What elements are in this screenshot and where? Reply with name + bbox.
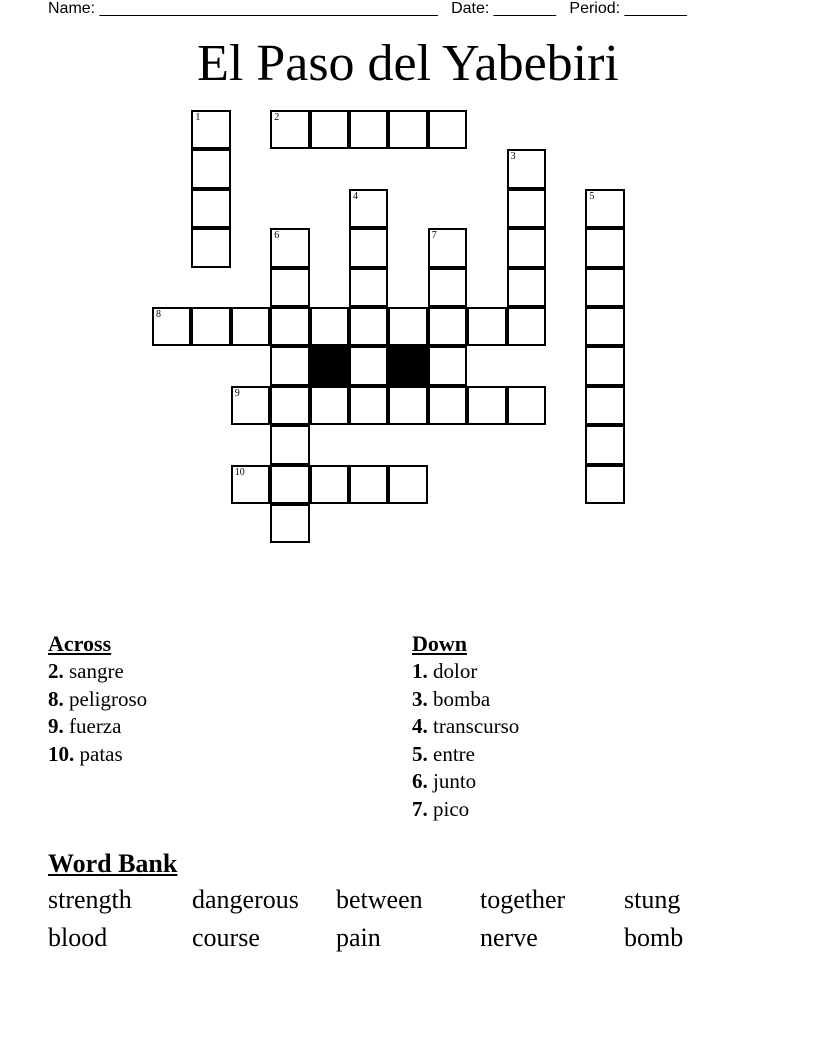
crossword-square[interactable] [270,386,309,425]
clue-number: 9 [234,387,240,399]
crossword-square[interactable] [388,110,427,149]
crossword-square[interactable] [585,189,624,228]
across-clue: 9. fuerza [48,714,122,738]
crossword-square[interactable] [388,465,427,504]
crossword-square[interactable] [428,268,467,307]
date-label: Date: [451,0,490,17]
crossword-square[interactable] [191,149,230,188]
word-bank-title: Word Bank [48,849,178,878]
crossword-square[interactable] [585,465,624,504]
clue-number: 4 [353,190,358,202]
word-bank-word: pain [336,923,381,952]
crossword-square[interactable] [191,228,230,267]
crossword-square[interactable] [349,307,388,346]
word-bank-word: dangerous [192,885,299,914]
crossword-square[interactable] [191,189,230,228]
crossword-square[interactable] [507,268,546,307]
crossword-square[interactable] [349,465,388,504]
crossword-square[interactable] [428,228,467,267]
across-clue: 2. sangre [48,659,124,683]
word-bank-word: stung [624,885,681,914]
word-bank-word: strength [48,885,132,914]
crossword-square[interactable] [428,386,467,425]
crossword-square[interactable] [428,307,467,346]
clue-number: 7 [431,230,437,242]
crossword-square[interactable] [270,465,309,504]
crossword-square[interactable] [349,386,388,425]
crossword-square[interactable] [507,307,546,346]
word-bank-word: bomb [624,923,684,952]
crossword-square[interactable] [191,307,230,346]
down-clues [412,630,519,823]
crossword-square[interactable] [585,307,624,346]
crossword-square[interactable] [310,307,349,346]
crossword-square[interactable] [507,386,546,425]
crossword-square[interactable] [270,228,309,267]
crossword-square[interactable] [231,386,270,425]
crossword-square[interactable] [585,228,624,267]
crossword-square[interactable] [585,425,624,464]
crossword-square[interactable] [231,307,270,346]
crossword-square[interactable] [152,307,191,346]
crossword-square[interactable] [270,346,309,385]
crossword-square[interactable] [310,110,349,149]
crossword-square[interactable] [507,149,546,188]
crossword-square[interactable] [585,268,624,307]
word-bank-word: together [480,885,566,914]
word-bank-word: between [336,885,423,914]
crossword-square[interactable] [231,465,270,504]
blocked-square [388,346,427,385]
clue-number: 2 [274,112,280,123]
clue-number: 1 [195,112,201,123]
down-clue: 3. bomba [412,686,491,711]
word-bank-word: blood [48,923,108,952]
across-clues [48,630,147,768]
word-bank-word: nerve [480,923,538,952]
crossword-square[interactable] [270,110,309,149]
down-clue: 6. junto [412,769,477,793]
crossword-square[interactable] [270,504,309,543]
period-label: Period: [569,0,621,17]
crossword-square[interactable] [349,189,388,228]
crossword-square[interactable] [349,228,388,267]
crossword-square[interactable] [428,110,467,149]
crossword-square[interactable] [388,307,427,346]
down-heading: Down [412,631,468,656]
down-clue: 7. pico [412,796,470,821]
crossword-square[interactable] [191,110,230,149]
down-clue: 1. dolor [412,659,478,683]
down-clue: 4. transcurso [412,714,520,738]
crossword-square[interactable] [270,307,309,346]
clue-number: 6 [274,230,280,242]
crossword-square[interactable] [349,268,388,307]
crossword-square[interactable] [507,189,546,228]
crossword-square[interactable] [467,307,506,346]
blocked-square [310,346,349,385]
crossword-square[interactable] [270,268,309,307]
across-heading: Across [48,631,112,656]
crossword-square[interactable] [507,228,546,267]
date-blank[interactable]: _______ [493,0,557,17]
across-clue: 10. patas [48,741,123,766]
crossword-square[interactable] [467,386,506,425]
crossword-square[interactable] [585,346,624,385]
page-title: El Paso del Yabebiri [197,35,619,92]
crossword-square[interactable] [585,386,624,425]
crossword-square[interactable] [270,425,309,464]
clue-number: 10 [234,466,245,478]
word-bank-word: course [192,923,260,952]
crossword-square[interactable] [310,386,349,425]
down-clue: 5. entre [412,741,475,766]
period-blank[interactable]: _______ [624,0,687,17]
crossword-square[interactable] [428,346,467,385]
clue-number: 3 [510,151,516,163]
name-label: Name: [48,0,96,17]
clue-number: 5 [589,190,595,202]
across-clue: 8. peligroso [48,686,148,711]
clue-number: 8 [156,309,161,320]
crossword-square[interactable] [349,346,388,385]
name-blank[interactable]: ______________________________________ [99,0,438,17]
crossword-square[interactable] [349,110,388,149]
crossword-square[interactable] [388,386,427,425]
crossword-square[interactable] [310,465,349,504]
